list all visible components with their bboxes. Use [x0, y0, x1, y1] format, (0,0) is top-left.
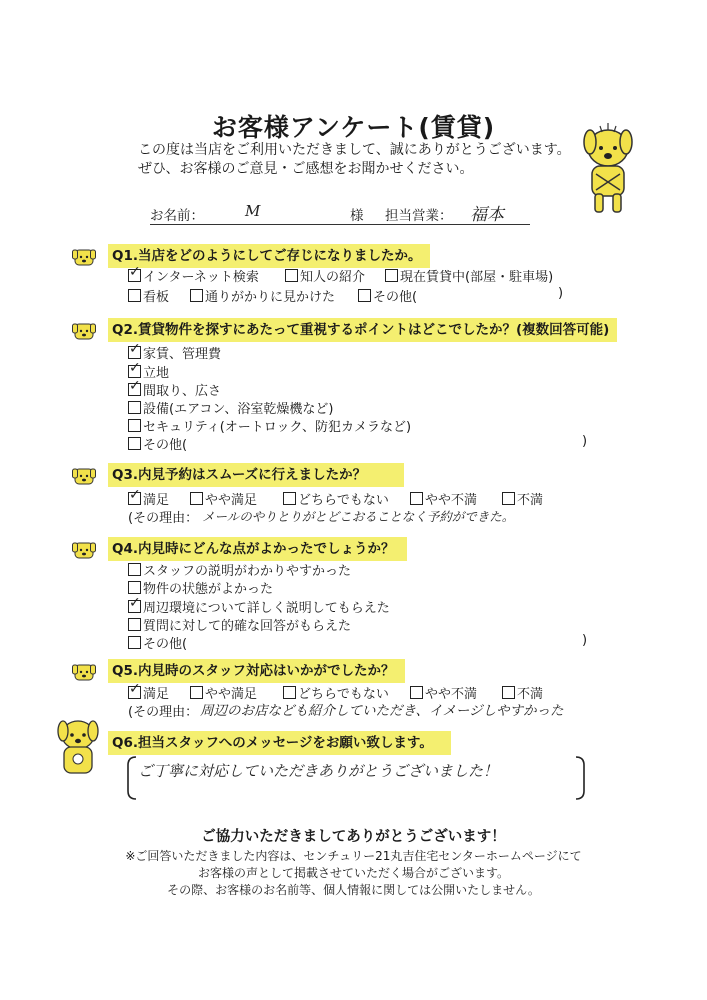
- checkbox[interactable]: [190, 686, 203, 699]
- checkbox[interactable]: [128, 600, 141, 613]
- checkbox[interactable]: [502, 686, 515, 699]
- q2-heading: Q2.賃貸物件を探すにあたって重視するポイントはどこでしたか？(複数回答可能): [108, 318, 617, 342]
- q4-other-close: ): [582, 633, 588, 648]
- checkbox[interactable]: [385, 269, 398, 282]
- q3-reason-text: メールのやりとりがとどこおることなく予約ができた。: [202, 509, 515, 524]
- q3-option-satisfied[interactable]: ✓満足: [128, 489, 169, 508]
- footer-line-2: お客様の声として掲載させていただく場合がございます。: [197, 866, 510, 880]
- checkbox[interactable]: [283, 686, 296, 699]
- q1-option-passing-by[interactable]: 通りがかりに見かけた: [190, 286, 335, 305]
- checkbox[interactable]: [128, 401, 141, 414]
- dog-face-icon: [72, 466, 96, 486]
- q4-option-surroundings[interactable]: ✓周辺環境について詳しく説明してもらえた: [128, 597, 390, 616]
- q6-heading: Q6.担当スタッフへのメッセージをお願い致します。: [108, 731, 451, 755]
- q5-option-somewhat-satisfied[interactable]: やや満足: [190, 683, 257, 702]
- checkbox[interactable]: [128, 581, 141, 594]
- footer-line-3: その際、お客様のお名前等、個人情報に関しては公開いたしません。: [167, 883, 540, 897]
- q3-option-neutral[interactable]: どちらでもない: [283, 489, 389, 508]
- checkbox[interactable]: [128, 437, 141, 450]
- q1-option-referral[interactable]: 知人の紹介: [285, 266, 365, 285]
- dog-face-icon: [72, 321, 96, 341]
- intro-text: [138, 141, 571, 179]
- q3-reason-label: (その理由：: [128, 511, 199, 526]
- q2-option-facilities[interactable]: 設備(エアコン、浴室乾燥機など): [128, 398, 333, 417]
- q1-option-other[interactable]: その他(: [358, 286, 417, 305]
- q2-option-security[interactable]: セキュリティ(オートロック、防犯カメラなど): [128, 416, 411, 435]
- dog-face-icon: [72, 662, 96, 682]
- q5-heading: Q5.内見時のスタッフ対応はいかがでしたか？: [108, 659, 405, 683]
- page-title: お客様アンケート(賃貸): [211, 113, 496, 142]
- q1-other-close: ): [558, 286, 564, 301]
- q5-reason-label: (その理由：: [128, 705, 199, 720]
- q5-option-dissatisfied[interactable]: 不満: [502, 683, 543, 702]
- intro-line-2: ぜひ、お客様のご意見・ご感想をお聞かせください。: [138, 161, 474, 177]
- staff-value: 福本: [470, 205, 504, 225]
- mascot-dog-illustration: [52, 717, 104, 779]
- name-row: [150, 200, 530, 225]
- checkbox[interactable]: [128, 383, 141, 396]
- q5-option-satisfied[interactable]: ✓満足: [128, 683, 169, 702]
- q4-option-property-condition[interactable]: 物件の状態がよかった: [128, 578, 273, 597]
- name-label: お名前：: [150, 208, 204, 224]
- q2-option-rent[interactable]: ✓家賃、管理費: [128, 343, 221, 362]
- checkbox[interactable]: [358, 289, 371, 302]
- checkbox[interactable]: [128, 419, 141, 432]
- q1-heading: Q1.当店をどのようにしてご存じになりましたか。: [108, 244, 430, 268]
- checkbox[interactable]: [128, 636, 141, 649]
- q4-option-other[interactable]: その他(: [128, 633, 187, 652]
- q5-option-neutral[interactable]: どちらでもない: [283, 683, 389, 702]
- q1-option-internet[interactable]: ✓インターネット検索: [128, 266, 259, 285]
- checkbox[interactable]: [128, 563, 141, 576]
- q3-heading: Q3.内見予約はスムーズに行えましたか？: [108, 463, 404, 487]
- checkbox[interactable]: [285, 269, 298, 282]
- footer-notice: [0, 848, 707, 899]
- checkbox[interactable]: [128, 492, 141, 505]
- checkbox[interactable]: [410, 686, 423, 699]
- honorific-label: 様: [350, 208, 364, 224]
- name-value: M: [245, 202, 261, 220]
- q2-option-layout[interactable]: ✓間取り、広さ: [128, 380, 221, 399]
- q5-reason-text: 周辺のお店なども紹介していただき、イメージしやすかった: [200, 703, 564, 719]
- checkbox[interactable]: [128, 686, 141, 699]
- q3-option-somewhat-dissatisfied[interactable]: やや不満: [410, 489, 477, 508]
- footer-line-1: ※ご回答いただきました内容は、センチュリー21丸吉住宅センターホームページにて: [125, 849, 582, 863]
- q2-option-location[interactable]: ✓立地: [128, 362, 169, 381]
- checkbox[interactable]: [128, 346, 141, 359]
- q2-other-close: ): [582, 434, 588, 449]
- q2-option-other[interactable]: その他(: [128, 434, 187, 453]
- checkbox[interactable]: [190, 289, 203, 302]
- checkbox[interactable]: [128, 365, 141, 378]
- q6-message-text: ご丁寧に対応していただきありがとうございました！: [138, 762, 499, 780]
- q4-option-explanation[interactable]: スタッフの説明がわかりやすかった: [128, 560, 351, 579]
- checkbox[interactable]: [410, 492, 423, 505]
- checkbox[interactable]: [128, 269, 141, 282]
- mascot-dog-illustration: [578, 120, 638, 215]
- dog-face-icon: [72, 540, 96, 560]
- checkbox[interactable]: [128, 618, 141, 631]
- checkbox[interactable]: [128, 289, 141, 302]
- checkbox[interactable]: [190, 492, 203, 505]
- q5-option-somewhat-dissatisfied[interactable]: やや不満: [410, 683, 477, 702]
- q3-option-dissatisfied[interactable]: 不満: [502, 489, 543, 508]
- q3-option-somewhat-satisfied[interactable]: やや満足: [190, 489, 257, 508]
- staff-label: 担当営業：: [385, 208, 453, 224]
- q1-option-current-tenant[interactable]: 現在賃貸中(部屋・駐車場): [385, 266, 553, 285]
- q1-option-signboard[interactable]: 看板: [128, 286, 169, 305]
- checkbox[interactable]: [283, 492, 296, 505]
- dog-face-icon: [72, 247, 96, 267]
- q4-option-accurate-answers[interactable]: 質問に対して的確な回答がもらえた: [128, 615, 351, 634]
- q4-heading: Q4.内見時にどんな点がよかったでしょうか？: [108, 537, 407, 561]
- intro-line-1: この度は当店をご利用いただきまして、誠にありがとうございます。: [138, 142, 571, 158]
- footer-thanks: ご協力いただきましてありがとうございます！: [201, 829, 506, 845]
- checkbox[interactable]: [502, 492, 515, 505]
